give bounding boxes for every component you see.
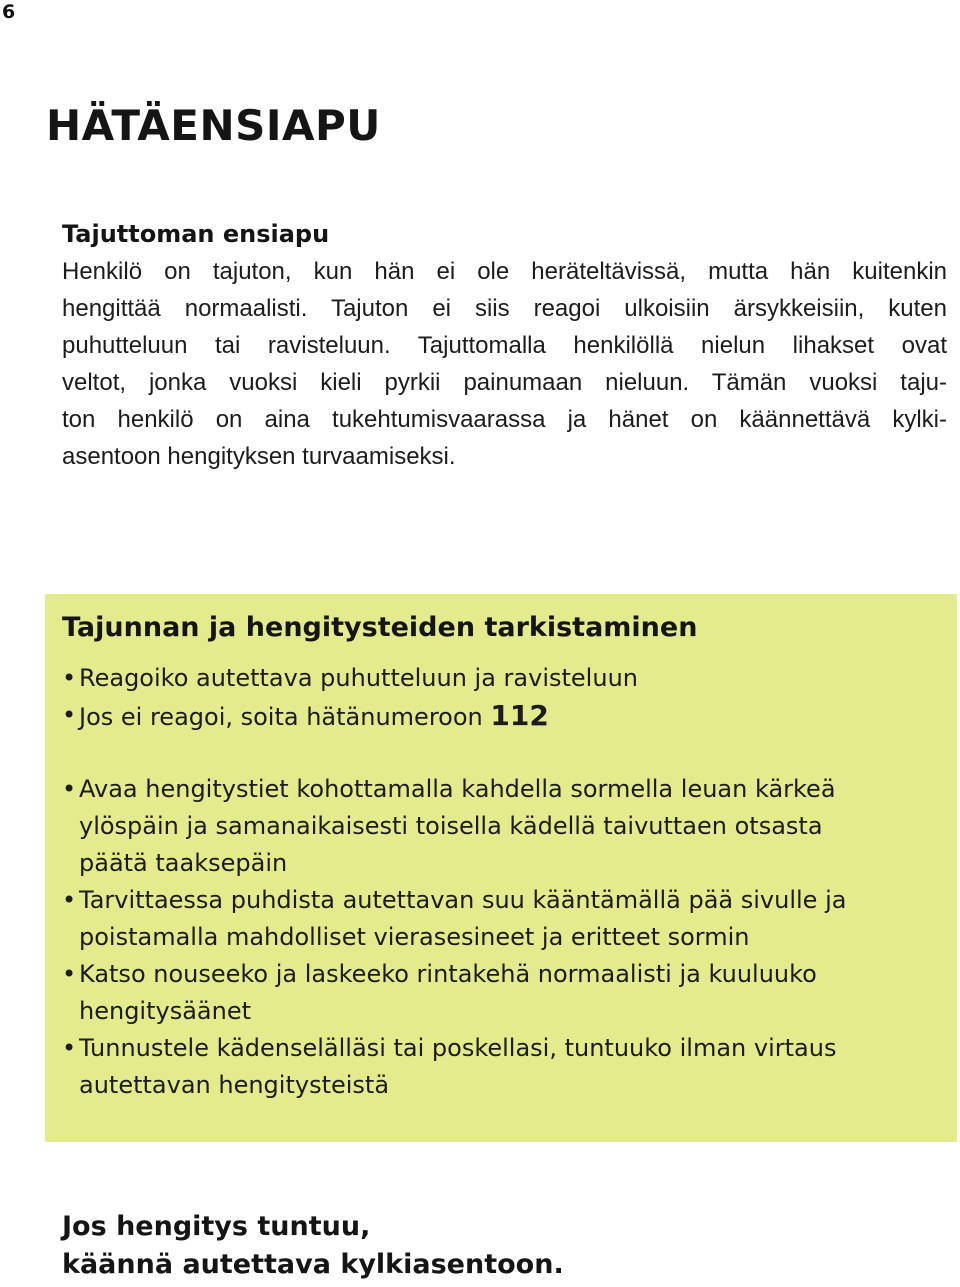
body-line: asentoon hengityksen turvaamiseksi. <box>62 443 456 470</box>
list-item-line: hengitysäänet <box>79 997 252 1025</box>
closing-instruction <box>62 1208 564 1284</box>
check-steps-list <box>62 660 638 736</box>
list-item-line: • Tunnustele kädenselälläsi tai poskellasi, tuntuuko ilman virtaus <box>79 1034 837 1062</box>
list-item <box>62 1030 846 1104</box>
list-item <box>62 660 638 697</box>
list-item-line: poistamalla mahdolliset vierasesineet ja eritteet sormin <box>79 923 750 951</box>
airway-steps-list <box>62 771 846 1104</box>
section-body <box>62 253 947 475</box>
closing-line: käännä autettava kylkiasentoon. <box>62 1249 564 1280</box>
list-item <box>62 697 638 736</box>
list-item-text: Jos ei reagoi, soita hätänumeroon <box>79 703 483 731</box>
page-title: HÄTÄENSIAPU <box>46 101 381 150</box>
list-item-text: • Reagoiko autettava puhutteluun ja ravisteluun <box>79 664 638 692</box>
body-line: hengittää normaalisti. Tajuton ei siis reagoi ulkoisiin ärsykkeisiin, kuten <box>62 295 947 322</box>
box-heading: Tajunnan ja hengitysteiden tarkistaminen <box>62 612 698 643</box>
list-item <box>62 956 846 1030</box>
closing-line: Jos hengitys tuntuu, <box>62 1211 371 1242</box>
body-line: puhutteluun tai ravisteluun. Tajuttomalla henkilöllä nielun lihakset ovat <box>62 332 947 359</box>
list-item-line: autettavan hengitysteistä <box>79 1071 390 1099</box>
list-item-line: päätä taaksepäin <box>79 849 288 877</box>
breathing-check-box <box>45 594 957 1142</box>
list-item-line: • Avaa hengitystiet kohottamalla kahdella sormella leuan kärkeä <box>79 775 836 803</box>
unconscious-first-aid-section <box>62 215 947 475</box>
list-item-line: ylöspäin ja samanaikaisesti toisella kädellä taivuttaen otsasta <box>79 812 823 840</box>
emergency-number: 112 <box>490 699 549 732</box>
list-item <box>62 771 846 882</box>
list-item-line: • Tarvittaessa puhdista autettavan suu kääntämällä pää sivulle ja <box>79 886 847 914</box>
page-number: 6 <box>2 1 16 23</box>
list-item <box>62 882 846 956</box>
body-line: veltot, jonka vuoksi kieli pyrkii painumaan nieluun. Tämän vuoksi taju- <box>62 369 947 396</box>
list-item-line: • Katso nouseeko ja laskeeko rintakehä normaalisti ja kuuluuko <box>79 960 817 988</box>
body-line: ton henkilö on aina tukehtumisvaarassa ja hänet on käännettävä kylki- <box>62 406 947 433</box>
body-line: Henkilö on tajuton, kun hän ei ole heräteltävissä, mutta hän kuitenkin <box>62 258 947 285</box>
section-heading: Tajuttoman ensiapu <box>62 220 330 248</box>
